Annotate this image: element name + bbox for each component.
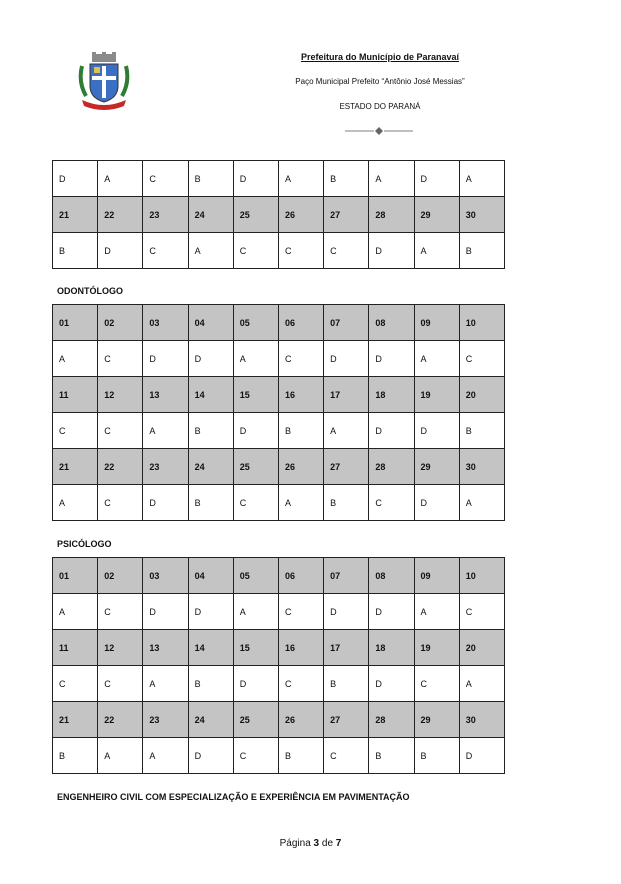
answer-cell: C	[233, 738, 278, 774]
question-number-row	[53, 377, 505, 413]
answer-cell: C	[278, 666, 323, 702]
answer-cell: D	[98, 233, 143, 269]
answer-cell: C	[278, 233, 323, 269]
answer-row	[53, 594, 505, 630]
question-number-cell: 18	[369, 377, 414, 413]
question-number-row	[53, 305, 505, 341]
answer-cell: A	[143, 738, 188, 774]
question-number-cell: 13	[143, 377, 188, 413]
answer-cell: C	[459, 341, 504, 377]
question-number-cell: 12	[98, 377, 143, 413]
question-number-row	[53, 630, 505, 666]
question-number-cell: 26	[278, 702, 323, 738]
answer-cell: B	[459, 233, 504, 269]
question-number-cell: 29	[414, 702, 459, 738]
answer-row	[53, 233, 505, 269]
answer-cell: C	[278, 341, 323, 377]
answer-cell: D	[233, 666, 278, 702]
question-number-cell: 17	[324, 377, 369, 413]
answer-table-odontologo	[52, 304, 505, 521]
answer-cell: D	[369, 233, 414, 269]
page-footer	[0, 838, 621, 849]
answer-cell: D	[369, 341, 414, 377]
answer-cell: A	[188, 233, 233, 269]
answer-cell: D	[324, 341, 369, 377]
question-number-cell: 27	[324, 449, 369, 485]
question-number-cell: 12	[98, 630, 143, 666]
question-number-cell: 25	[233, 702, 278, 738]
question-number-cell: 07	[324, 305, 369, 341]
answer-cell: B	[188, 666, 233, 702]
question-number-cell: 10	[459, 305, 504, 341]
question-number-cell: 21	[53, 449, 98, 485]
section-title-psicologo: PSICÓLOGO	[57, 539, 112, 549]
answer-cell: D	[414, 485, 459, 521]
question-number-cell: 29	[414, 449, 459, 485]
question-number-cell: 26	[278, 197, 323, 233]
question-number-cell: 30	[459, 197, 504, 233]
question-number-cell: 23	[143, 197, 188, 233]
answer-row	[53, 161, 505, 197]
answer-cell: C	[143, 233, 188, 269]
answer-cell: A	[278, 161, 323, 197]
answer-cell: C	[278, 594, 323, 630]
question-number-cell: 06	[278, 558, 323, 594]
question-number-cell: 15	[233, 630, 278, 666]
question-number-cell: 02	[98, 558, 143, 594]
answer-table-psicologo	[52, 557, 505, 774]
question-number-cell: 06	[278, 305, 323, 341]
answer-cell: D	[369, 594, 414, 630]
answer-cell: C	[233, 485, 278, 521]
question-number-cell: 26	[278, 449, 323, 485]
answer-cell: A	[53, 594, 98, 630]
answer-cell: A	[98, 738, 143, 774]
footer-current-page: 3	[313, 838, 320, 849]
question-number-cell: 09	[414, 558, 459, 594]
answer-cell: C	[414, 666, 459, 702]
answer-cell: A	[233, 341, 278, 377]
answer-cell: C	[53, 666, 98, 702]
answer-cell: D	[188, 341, 233, 377]
question-number-cell: 19	[414, 630, 459, 666]
answer-cell: C	[98, 413, 143, 449]
question-number-cell: 03	[143, 305, 188, 341]
question-number-cell: 28	[369, 449, 414, 485]
answer-cell: B	[324, 485, 369, 521]
answer-row	[53, 341, 505, 377]
answer-cell: D	[143, 594, 188, 630]
header-state: ESTADO DO PARANÁ	[339, 102, 421, 111]
answer-cell: C	[98, 341, 143, 377]
question-number-cell: 27	[324, 702, 369, 738]
question-number-cell: 07	[324, 558, 369, 594]
answer-cell: D	[414, 161, 459, 197]
answer-cell: A	[233, 594, 278, 630]
answer-cell: C	[459, 594, 504, 630]
answer-cell: A	[278, 485, 323, 521]
answer-table-continued	[52, 160, 505, 269]
question-number-cell: 03	[143, 558, 188, 594]
question-number-cell: 08	[369, 558, 414, 594]
answer-cell: C	[324, 738, 369, 774]
answer-cell: D	[414, 413, 459, 449]
answer-cell: C	[143, 161, 188, 197]
answer-cell: D	[369, 666, 414, 702]
answer-cell: A	[98, 161, 143, 197]
answer-cell: A	[53, 341, 98, 377]
question-number-cell: 19	[414, 377, 459, 413]
question-number-cell: 28	[369, 197, 414, 233]
question-number-cell: 23	[143, 702, 188, 738]
question-number-cell: 20	[459, 377, 504, 413]
answer-cell: C	[324, 233, 369, 269]
question-number-row	[53, 197, 505, 233]
answer-cell: A	[414, 594, 459, 630]
answer-cell: D	[369, 413, 414, 449]
answer-cell: D	[188, 738, 233, 774]
answer-cell: D	[459, 738, 504, 774]
footer-sep: de	[321, 838, 334, 849]
answer-cell: C	[98, 485, 143, 521]
question-number-cell: 04	[188, 305, 233, 341]
answer-cell: B	[278, 738, 323, 774]
answer-cell: D	[143, 341, 188, 377]
question-number-cell: 25	[233, 197, 278, 233]
footer-prefix: Página	[279, 838, 311, 849]
question-number-cell: 04	[188, 558, 233, 594]
answer-cell: A	[459, 666, 504, 702]
answer-cell: B	[324, 161, 369, 197]
question-number-cell: 28	[369, 702, 414, 738]
answer-cell: B	[188, 485, 233, 521]
question-number-cell: 18	[369, 630, 414, 666]
header-title: Prefeitura do Município de Paranavaí	[300, 52, 460, 62]
section-title-next: ENGENHEIRO CIVIL COM ESPECIALIZAÇÃO E EXPERIÊNCIA EM PAVIMENTAÇÃO	[57, 792, 410, 802]
answer-cell: A	[414, 233, 459, 269]
answer-cell: B	[369, 738, 414, 774]
question-number-row	[53, 558, 505, 594]
answer-cell: A	[324, 413, 369, 449]
question-number-cell: 17	[324, 630, 369, 666]
question-number-cell: 09	[414, 305, 459, 341]
answer-cell: A	[369, 161, 414, 197]
answer-cell: A	[459, 161, 504, 197]
question-number-cell: 15	[233, 377, 278, 413]
question-number-cell: 30	[459, 702, 504, 738]
answer-cell: B	[53, 233, 98, 269]
answer-cell: B	[459, 413, 504, 449]
answer-cell: D	[143, 485, 188, 521]
answer-cell: D	[188, 594, 233, 630]
question-number-cell: 14	[188, 377, 233, 413]
question-number-cell: 05	[233, 558, 278, 594]
answer-cell: B	[188, 161, 233, 197]
question-number-cell: 24	[188, 702, 233, 738]
answer-cell: C	[233, 233, 278, 269]
question-number-cell: 21	[53, 702, 98, 738]
question-number-cell: 01	[53, 558, 98, 594]
answer-cell: C	[369, 485, 414, 521]
question-number-cell: 27	[324, 197, 369, 233]
answer-cell: D	[324, 594, 369, 630]
question-number-cell: 24	[188, 197, 233, 233]
question-number-cell: 02	[98, 305, 143, 341]
answer-cell: A	[459, 485, 504, 521]
question-number-cell: 01	[53, 305, 98, 341]
question-number-cell: 30	[459, 449, 504, 485]
municipal-crest-icon	[78, 52, 130, 110]
question-number-cell: 16	[278, 630, 323, 666]
section-title-odontologo: ODONTÓLOGO	[57, 286, 123, 296]
question-number-cell: 24	[188, 449, 233, 485]
answer-cell: D	[233, 161, 278, 197]
answer-cell: A	[143, 413, 188, 449]
question-number-cell: 21	[53, 197, 98, 233]
answer-cell: B	[53, 738, 98, 774]
answer-cell: C	[98, 594, 143, 630]
answer-cell: C	[98, 666, 143, 702]
question-number-cell: 13	[143, 630, 188, 666]
answer-cell: C	[53, 413, 98, 449]
divider-ornament-icon	[345, 126, 413, 136]
question-number-cell: 10	[459, 558, 504, 594]
answer-row	[53, 485, 505, 521]
answer-row	[53, 666, 505, 702]
question-number-cell: 08	[369, 305, 414, 341]
footer-total-pages: 7	[335, 838, 342, 849]
answer-cell: B	[188, 413, 233, 449]
question-number-cell: 14	[188, 630, 233, 666]
question-number-cell: 22	[98, 702, 143, 738]
answer-cell: D	[53, 161, 98, 197]
question-number-cell: 11	[53, 377, 98, 413]
question-number-cell: 22	[98, 449, 143, 485]
question-number-row	[53, 449, 505, 485]
answer-cell: B	[324, 666, 369, 702]
question-number-cell: 23	[143, 449, 188, 485]
answer-cell: D	[233, 413, 278, 449]
answer-cell: A	[143, 666, 188, 702]
answer-cell: B	[278, 413, 323, 449]
answer-cell: A	[414, 341, 459, 377]
question-number-cell: 16	[278, 377, 323, 413]
header-subtitle: Paço Municipal Prefeito “Antônio José Messias”	[295, 77, 465, 86]
answer-cell: B	[414, 738, 459, 774]
question-number-cell: 20	[459, 630, 504, 666]
answer-cell: A	[53, 485, 98, 521]
question-number-cell: 25	[233, 449, 278, 485]
question-number-cell: 11	[53, 630, 98, 666]
question-number-cell: 05	[233, 305, 278, 341]
answer-row	[53, 738, 505, 774]
question-number-cell: 22	[98, 197, 143, 233]
answer-row	[53, 413, 505, 449]
question-number-row	[53, 702, 505, 738]
question-number-cell: 29	[414, 197, 459, 233]
